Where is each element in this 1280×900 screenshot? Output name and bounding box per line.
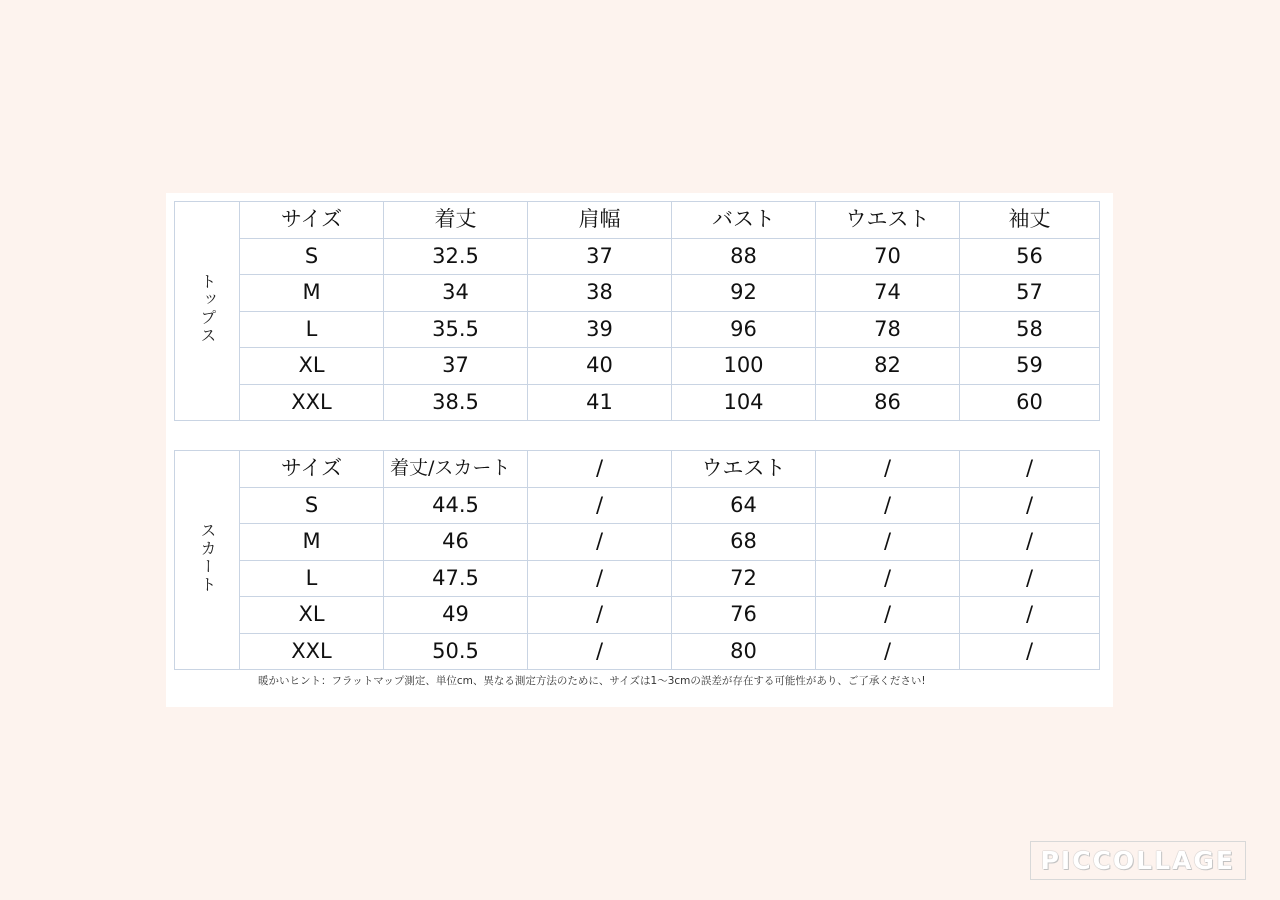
value-cell: /	[528, 560, 672, 597]
table-row	[175, 384, 1100, 421]
value-cell: /	[816, 560, 960, 597]
size-cell: XL	[240, 597, 384, 634]
table-row	[175, 487, 1100, 524]
value-cell: /	[816, 524, 960, 561]
skirt-section-label-cell	[175, 451, 240, 670]
header-empty: /	[816, 451, 960, 488]
size-chart-card	[166, 193, 1113, 707]
header-skirt-length: 着丈/スカート	[384, 451, 528, 488]
measurement-note: 暖かいヒント：フラットマップ測定、単位cm、異なる測定方法のために、サイズは1〜3cmの誤差が存在する可能性があり、ご了承ください!	[258, 675, 926, 687]
header-size: サイズ	[240, 451, 384, 488]
value-cell: 64	[672, 487, 816, 524]
value-cell: 39	[528, 311, 672, 348]
value-cell: /	[960, 524, 1100, 561]
table-row	[175, 348, 1100, 385]
value-cell: 72	[672, 560, 816, 597]
value-cell: 56	[960, 238, 1100, 275]
table-row	[175, 275, 1100, 312]
tops-size-table	[174, 201, 1100, 421]
table-row	[175, 238, 1100, 275]
tops-section-label-cell	[175, 202, 240, 421]
value-cell: /	[816, 633, 960, 670]
header-waist: ウエスト	[672, 451, 816, 488]
value-cell: 100	[672, 348, 816, 385]
value-cell: 38.5	[384, 384, 528, 421]
header-sleeve: 袖丈	[960, 202, 1100, 239]
value-cell: 37	[384, 348, 528, 385]
table-row	[175, 311, 1100, 348]
value-cell: /	[960, 487, 1100, 524]
value-cell: 58	[960, 311, 1100, 348]
skirt-section-label: スカート	[198, 522, 217, 594]
header-empty: /	[528, 451, 672, 488]
header-size: サイズ	[240, 202, 384, 239]
value-cell: 40	[528, 348, 672, 385]
value-cell: 41	[528, 384, 672, 421]
value-cell: 86	[816, 384, 960, 421]
value-cell: 50.5	[384, 633, 528, 670]
value-cell: 44.5	[384, 487, 528, 524]
value-cell: 47.5	[384, 560, 528, 597]
skirt-size-table	[174, 450, 1100, 670]
value-cell: 96	[672, 311, 816, 348]
piccollage-watermark: PICCOLLAGE	[1030, 841, 1246, 880]
value-cell: 70	[816, 238, 960, 275]
value-cell: 74	[816, 275, 960, 312]
value-cell: /	[528, 597, 672, 634]
value-cell: 37	[528, 238, 672, 275]
value-cell: 59	[960, 348, 1100, 385]
value-cell: 92	[672, 275, 816, 312]
value-cell: /	[528, 633, 672, 670]
size-cell: S	[240, 487, 384, 524]
size-cell: S	[240, 238, 384, 275]
table-row	[175, 560, 1100, 597]
size-cell: XXL	[240, 633, 384, 670]
header-empty: /	[960, 451, 1100, 488]
value-cell: 82	[816, 348, 960, 385]
value-cell: /	[960, 597, 1100, 634]
value-cell: 34	[384, 275, 528, 312]
value-cell: /	[816, 597, 960, 634]
value-cell: /	[528, 487, 672, 524]
table-row	[175, 597, 1100, 634]
size-cell: XL	[240, 348, 384, 385]
value-cell: 49	[384, 597, 528, 634]
table-row	[175, 524, 1100, 561]
size-cell: L	[240, 311, 384, 348]
size-cell: M	[240, 524, 384, 561]
header-length: 着丈	[384, 202, 528, 239]
value-cell: 76	[672, 597, 816, 634]
value-cell: /	[960, 633, 1100, 670]
value-cell: 68	[672, 524, 816, 561]
value-cell: 104	[672, 384, 816, 421]
size-cell: XXL	[240, 384, 384, 421]
value-cell: 78	[816, 311, 960, 348]
value-cell: /	[528, 524, 672, 561]
value-cell: 35.5	[384, 311, 528, 348]
value-cell: 38	[528, 275, 672, 312]
size-cell: M	[240, 275, 384, 312]
table-row	[175, 633, 1100, 670]
table-header-row	[175, 451, 1100, 488]
header-bust: バスト	[672, 202, 816, 239]
header-waist: ウエスト	[816, 202, 960, 239]
value-cell: 46	[384, 524, 528, 561]
tops-section-label: トップス	[198, 273, 217, 345]
header-shoulder: 肩幅	[528, 202, 672, 239]
table-header-row	[175, 202, 1100, 239]
value-cell: 80	[672, 633, 816, 670]
value-cell: 32.5	[384, 238, 528, 275]
value-cell: 57	[960, 275, 1100, 312]
value-cell: /	[960, 560, 1100, 597]
value-cell: 88	[672, 238, 816, 275]
size-cell: L	[240, 560, 384, 597]
value-cell: 60	[960, 384, 1100, 421]
value-cell: /	[816, 487, 960, 524]
